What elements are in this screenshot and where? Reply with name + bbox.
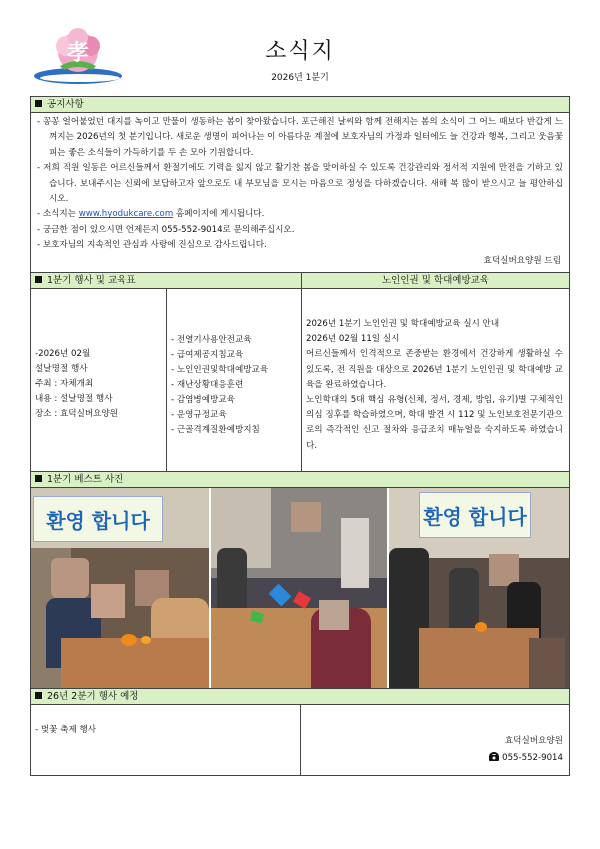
photos-heading: 1분기 베스트 사진: [47, 474, 124, 486]
logo-char: 孝: [66, 40, 90, 66]
event-details: [31, 289, 167, 471]
notice-body: [31, 113, 569, 272]
event-photo-1: [31, 488, 209, 688]
homepage-suffix: 홈페이지에 게시됩니다.: [173, 209, 265, 220]
training-item: - 감염병예방교육: [171, 395, 235, 406]
square-bullet-icon: [35, 276, 42, 283]
square-bullet-icon: [35, 692, 42, 699]
welcome-banner: 환영 합니다: [33, 496, 163, 542]
homepage-link[interactable]: www.hyodukcare.com: [78, 209, 174, 220]
event-line: -2026년 02월: [35, 349, 91, 360]
education-line: 어르신들께서 인격적으로 존중받는 환경에서 건강하게 생활하실 수 있도록, 전 직원을 대상으로 2026년 1분기 노인인권 및 학대예방 교육을 완료하였습니다.: [306, 349, 563, 390]
events-row: [31, 272, 569, 471]
education-line: 노인학대의 5대 핵심 유형(신체, 정서, 경제, 방임, 유기)별 구체적인 의심 징후를 학습하였으며, 학대 발견 시 112 및 노인보호전문기관으로의 즉각적인 신고 절차와 응급조치 매뉴얼을 숙지하도록 하였습니다.: [306, 395, 563, 451]
phone-line: [301, 750, 563, 767]
event-line: 내용 : 설날명절 행사: [35, 394, 113, 405]
event-line: 주최 : 자체개최: [35, 379, 94, 390]
plan-heading: 26년 2분기 행사 예정: [47, 691, 139, 703]
training-item: - 급여제공지침교육: [171, 350, 244, 361]
education-line: 2026년 02월 11일 실시: [306, 334, 400, 345]
event-line: 장소 : 효덕실버요양원: [35, 409, 119, 420]
training-list: [167, 289, 301, 471]
notice-contact: - 궁금한 점이 있으시면 언제든지 055-552-9014로 문의해주십시오.: [37, 224, 295, 235]
events-header: [31, 273, 301, 289]
training-item: - 전열기사용안전교육: [171, 335, 252, 346]
education-body: [302, 289, 569, 454]
plan-item: - 벚꽃 축제 행사: [31, 705, 301, 775]
photos-header: [31, 472, 569, 488]
events-cell: [31, 273, 302, 471]
training-item: - 근골격계질환예방지침: [171, 425, 260, 436]
notice-signature: 효덕실버요양원 드림: [483, 255, 561, 266]
newsletter-frame: [30, 96, 570, 776]
events-heading: 1분기 행사 및 교육표: [47, 275, 136, 287]
notice-heading: 공지사항: [47, 99, 84, 110]
square-bullet-icon: [35, 475, 42, 482]
photos-section: [31, 471, 569, 688]
education-line: 2026년 1분기 노인인권 및 학대예방교육 실시 안내: [306, 319, 500, 330]
notice-header: [31, 97, 569, 113]
training-item: - 운영규정교육: [171, 410, 227, 421]
page-title: 소식지: [265, 39, 335, 64]
notice-item: - 저희 직원 일동은 어르신들께서 환절기에도 기력을 잃지 않고 활기찬 봄을 맞이하실 수 있도록 건강관리와 정서적 지원에 만전을 기하고 있습니다. 보내주시는 신뢰에 보답하고자 앞으로도 내 부모님을 모시는 마음으로 정성을 다하겠습니다. 새해 복 많이 받으시고 늘 평안하십시오.: [37, 163, 563, 205]
notice-thanks: - 보호자님의 지속적인 관심과 사랑에 진심으로 감사드립니다.: [37, 240, 267, 251]
homepage-prefix: - 소식지는: [37, 209, 79, 220]
notice-homepage: [37, 207, 563, 222]
plan-body: [31, 705, 569, 775]
training-item: - 노인인권및학대예방교육: [171, 365, 269, 376]
plan-header: [31, 688, 569, 705]
issue-date: 2026년 1분기: [271, 73, 329, 83]
contact-info: [301, 705, 569, 775]
welcome-banner: 환영 합니다: [419, 492, 531, 538]
event-photo-3: [389, 488, 569, 688]
education-cell: [302, 273, 569, 471]
phone-icon: [489, 752, 499, 761]
education-header: 노인인권 및 학대예방교육: [302, 273, 569, 289]
training-item: - 재난상황대응훈련: [171, 380, 244, 391]
phone-number: 055-552-9014: [502, 753, 563, 764]
events-body: [31, 289, 301, 471]
event-photo-2: [211, 488, 387, 688]
square-bullet-icon: [35, 100, 42, 107]
event-line: 설날명절 행사: [35, 364, 88, 375]
photo-row: [31, 488, 569, 688]
org-name: 효덕실버요양원: [504, 736, 563, 747]
notice-item: - 꽁꽁 얼어붙었던 대지를 녹이고 만물이 생동하는 봄이 찾아왔습니다. 포근해진 날씨와 함께 전해지는 봄의 소식이 그 어느 때보다 반갑게 느껴지는 2026년의 첫 분기입니다. 새로운 생명이 피어나는 이 아름다운 계절에 보호자님의 가정과 일터에도 늘 건강과 행복, 그리고 웃음꽃 피는 좋은 소식들이 가득하기를 두 손 모아 기원합니다.: [37, 117, 563, 158]
